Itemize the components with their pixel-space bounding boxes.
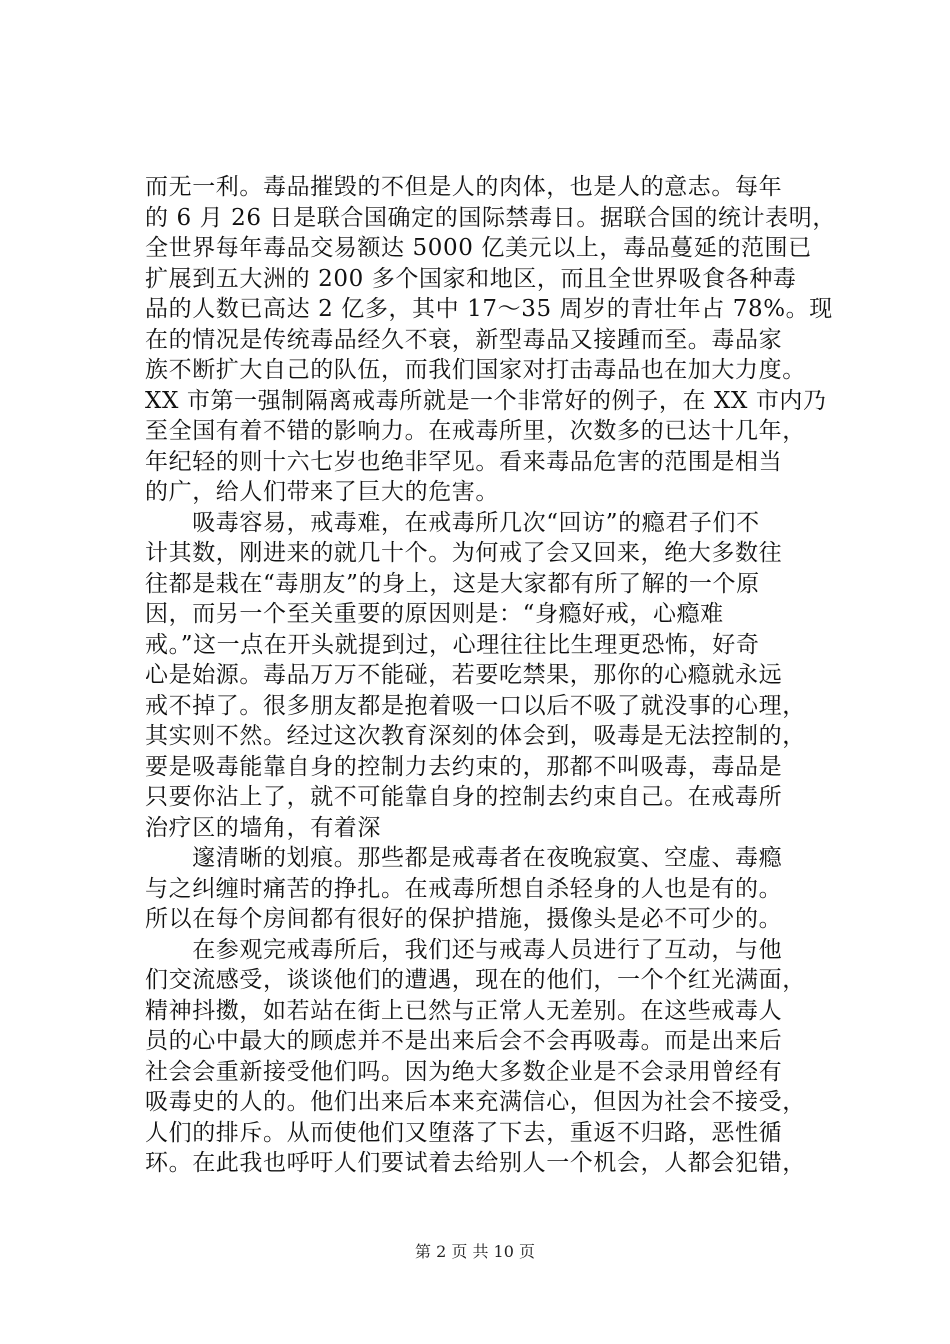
text-line: 环。在此我也呼吁人们要试着去给别人一个机会，人都会犯错， <box>145 1150 806 1176</box>
text-line: 因，而另一个至关重要的原因则是：“身瘾好戒，心瘾难 <box>145 601 724 627</box>
text-line: 与之纠缠时痛苦的挣扎。在戒毒所想自杀轻身的人也是有的。 <box>145 875 783 902</box>
text-line: 员的心中最大的顾虑并不是出来后会不会再吸毒。而是出来后 <box>145 1028 783 1054</box>
text-line: 的广，给人们带来了巨大的危害。 <box>145 479 499 505</box>
text-line: 们交流感受，谈谈他们的遭遇，现在的他们，一个个红光满面， <box>145 967 806 993</box>
text-line: 至全国有着不错的影响力。在戒毒所里，次数多的已达十几年， <box>145 418 806 444</box>
text-line: 的 6 月 26 日是联合国确定的国际禁毒日。据联合国的统计表明， <box>145 204 836 231</box>
page-footer <box>0 1242 950 1262</box>
text-line: 邃清晰的划痕。那些都是戒毒者在夜晚寂寞、空虚、毒瘾 <box>145 845 783 871</box>
text-line: 戒不掉了。很多朋友都是抱着吸一口以后不吸了就没事的心理， <box>145 692 806 719</box>
text-line: 其实则不然。经过这次教育深刻的体会到，吸毒是无法控制的， <box>145 723 806 749</box>
text-line: 计其数，刚进来的就几十个。为何戒了会又回来，绝大多数往 <box>145 540 783 566</box>
text-line: 品的人数已高达 2 亿多，其中 17～35 周岁的青壮年占 78%。现 <box>145 296 833 322</box>
text-line: 精神抖擞，如若站在街上已然与正常人无差别。在这些戒毒人 <box>145 997 783 1024</box>
text-line: 治疗区的墙角，有着深 <box>145 814 381 841</box>
body-text <box>145 172 836 1179</box>
text-line: 年纪轻的则十六七岁也绝非罕见。看来毒品危害的范围是相当 <box>145 448 783 475</box>
text-line: 全世界每年毒品交易额达 5000 亿美元以上，毒品蔓延的范围已 <box>145 235 812 261</box>
text-line: 吸毒史的人的。他们出来后本来充满信心，但因为社会不接受， <box>145 1089 806 1115</box>
text-line: 在参观完戒毒所后，我们还与戒毒人员进行了互动，与他 <box>145 936 783 963</box>
text-line: 吸毒容易，戒毒难，在戒毒所几次“回访”的瘾君子们不 <box>145 509 760 536</box>
text-line: 在的情况是传统毒品经久不衰，新型毒品又接踵而至。毒品家 <box>145 326 783 353</box>
text-line: 人们的排斥。从而使他们又堕落了下去，重返不归路，恶性循 <box>145 1119 783 1146</box>
text-line: XX 市第一强制隔离戒毒所就是一个非常好的例子，在 XX 市内乃 <box>145 387 827 414</box>
text-line: 往都是栽在“毒朋友”的身上，这是大家都有所了解的一个原 <box>145 570 760 597</box>
text-line: 族不断扩大自己的队伍，而我们国家对打击毒品也在加大力度。 <box>145 357 806 383</box>
page-number-label: 第 2 页 共 10 页 <box>415 1242 535 1261</box>
text-line: 心是始源。毒品万万不能碰，若要吃禁果，那你的心瘾就永远 <box>145 662 783 688</box>
text-line: 所以在每个房间都有很好的保护措施，摄像头是必不可少的。 <box>145 906 783 932</box>
text-line: 只要你沾上了，就不可能靠自身的控制去约束自己。在戒毒所 <box>145 784 783 810</box>
text-line: 而无一利。毒品摧毁的不但是人的肉体，也是人的意志。每年 <box>145 174 783 200</box>
text-line: 戒。”这一点在开头就提到过，心理往往比生理更恐怖，好奇 <box>145 631 760 658</box>
text-line: 要是吸毒能靠自身的控制力去约束的，那都不叫吸毒，毒品是 <box>145 753 783 780</box>
text-line: 社会会重新接受他们吗。因为绝大多数企业是不会录用曾经有 <box>145 1058 783 1085</box>
text-line: 扩展到五大洲的 200 多个国家和地区，而且全世界吸食各种毒 <box>145 265 797 292</box>
